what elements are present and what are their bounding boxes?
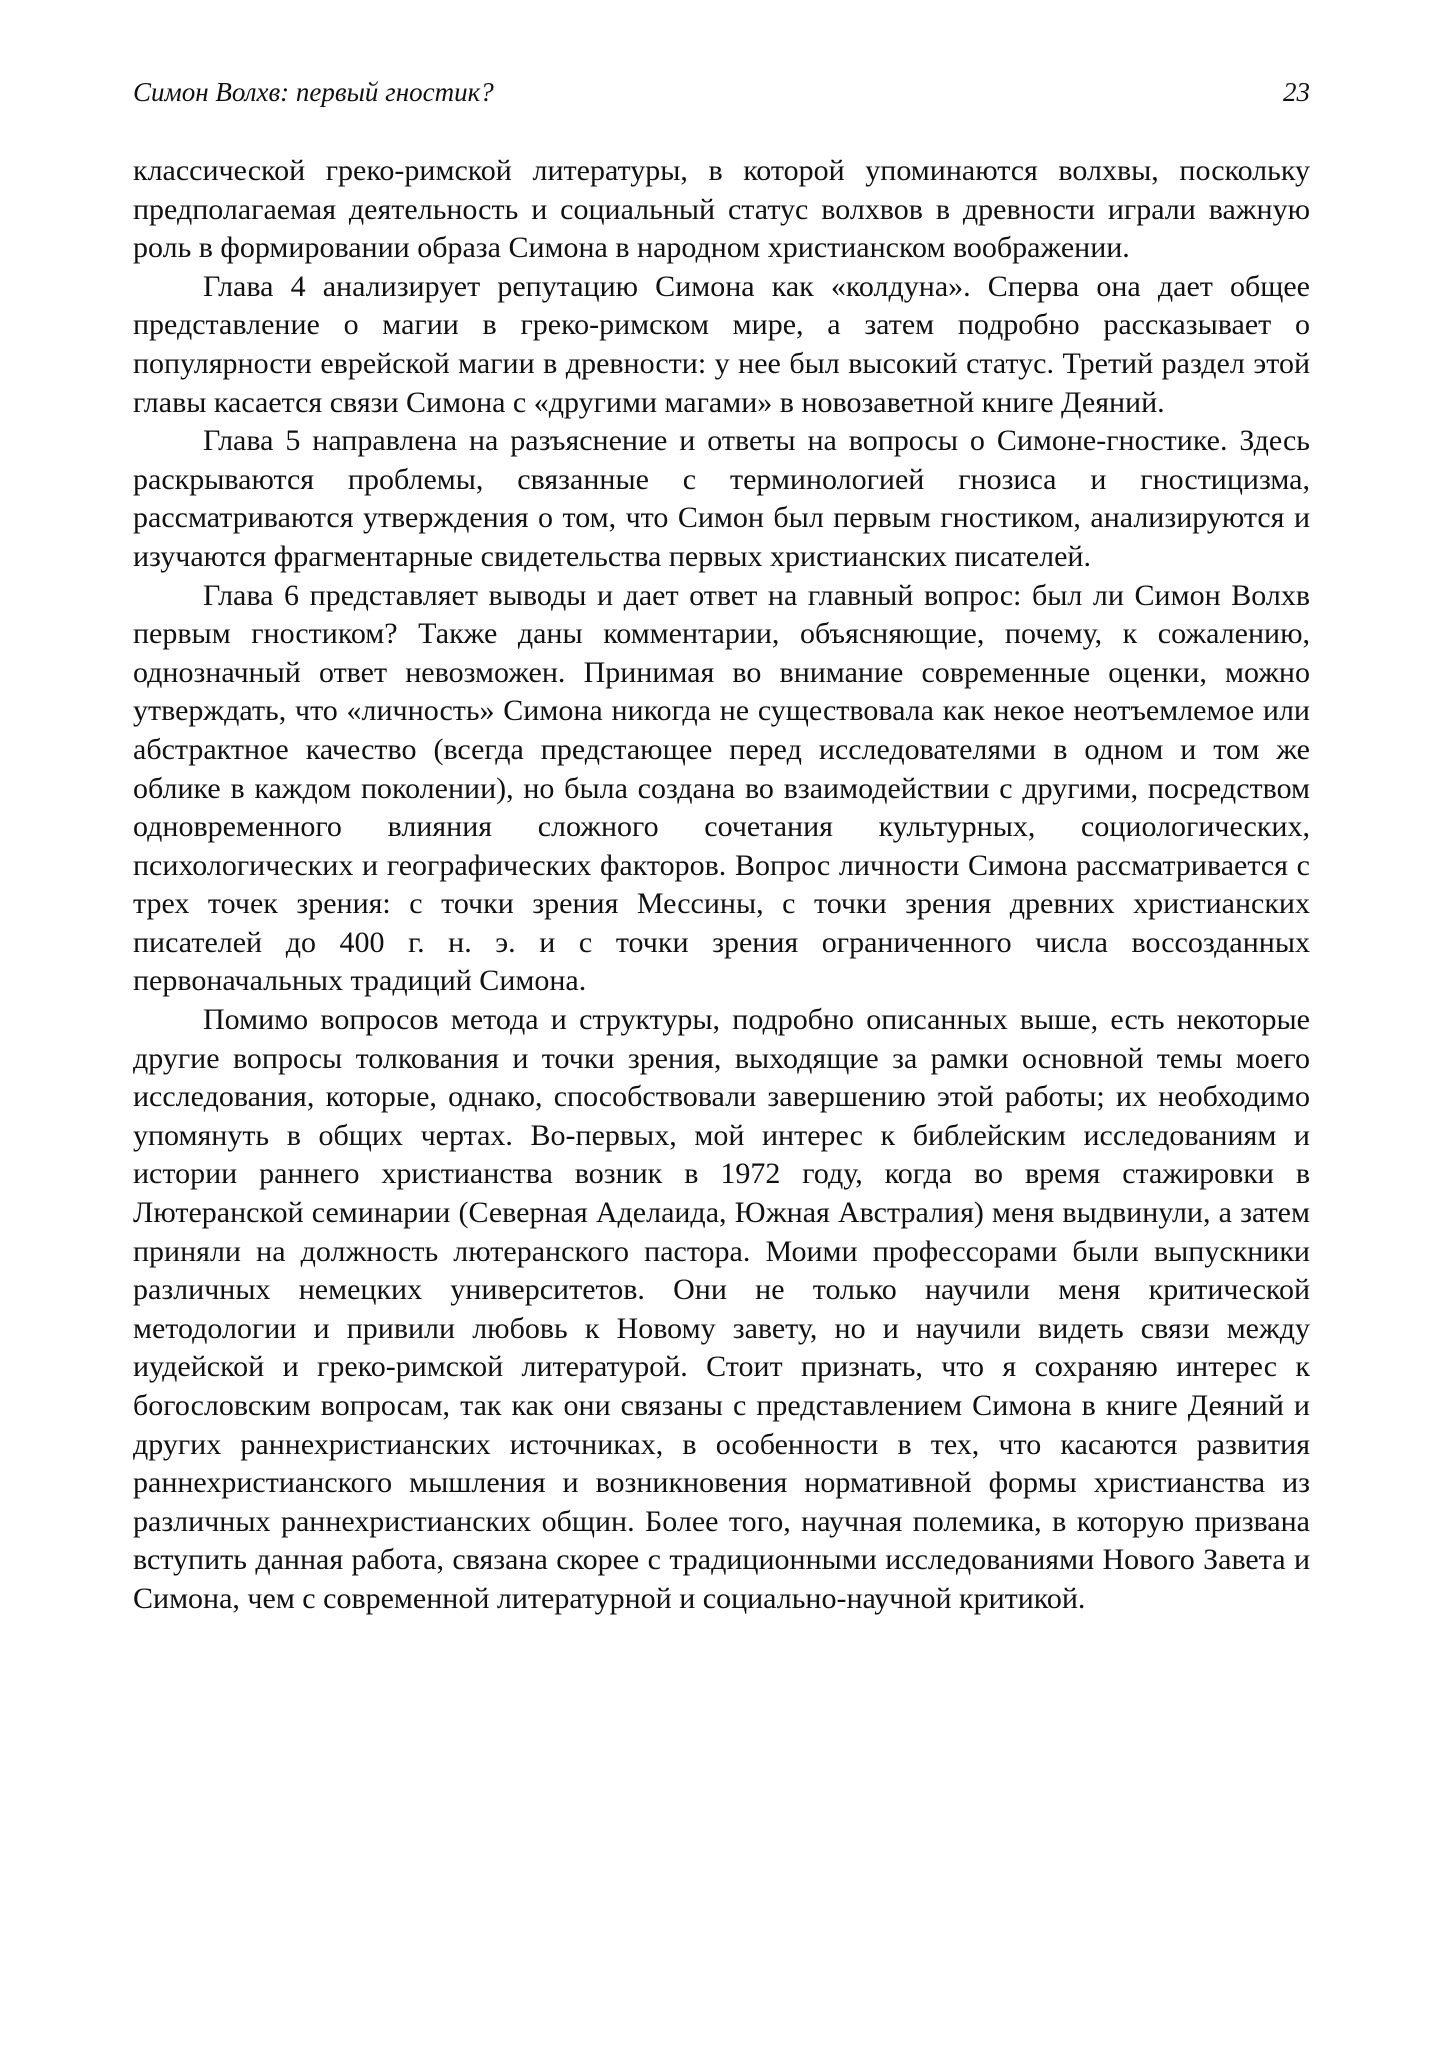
paragraph-chapter-5: Глава 5 направлена на разъяснение и ответы на вопросы о Симоне-гностике. Здесь раскрываются проблемы, связанные с терминологией гнозиса и гностицизма, рассматриваются утверждения о том, что Симон был первым гностиком, анализируются и изучаются фрагментарные свидетельства первых христианских писателей. — [133, 424, 1310, 573]
page-number: 23 — [1283, 77, 1310, 107]
body-text — [133, 152, 1310, 1619]
paragraph-chapter-4: Глава 4 анализирует репутацию Симона как «колдуна». Сперва она дает общее представление о магии в греко-римском мире, а затем подробно рассказывает о популярности еврейской магии в древности: у нее был высокий статус. Третий раздел этой главы касается связи Симона с «другими магами» в новозаветной книге Деяний. — [133, 269, 1310, 419]
paragraph-continued: классической греко-римской литературы, в которой упоминаются волхвы, поскольку предполагаемая деятельность и социальный статус волхвов в древности играли важную роль в формировании образа Симона в народном христианском воображении. — [133, 154, 1310, 265]
running-title: Симон Волхв: первый гностик? — [133, 77, 494, 107]
paragraph-method-and-structure: Помимо вопросов метода и структуры, подробно описанных выше, есть некоторые другие вопросы толкования и точки зрения, выходящие за рамки основной темы моего исследования, которые, однако, способствовали завершению этой работы; их необходимо упомянуть в общих чертах. Во-первых, мой интерес к библейским исследованиям и истории раннего христианства возник в 1972 году, когда во время стажировки в Лютеранской семинарии (Северная Аделаида, Южная Австралия) меня выдвинули, а затем приняли на должность лютеранского пастора. Моими профессорами были выпускники различных немецких университетов. Они не только научили меня критической методологии и привили любовь к Новому завету, но и научили видеть связи между иудейской и греко-римской литературой. Стоит признать, что я сохраняю интерес к богословским вопросам, так как они связаны с представлением Симона в книге Деяний и других раннехристианских источниках, в особенности в тех, что касаются развития раннехристианского мышления и возникновения нормативной формы христианства из различных раннехристианских общин. Более того, научная полемика, в которую призвана вступить данная работа, связана скорее с традиционными исследованиями Нового Завета и Симона, чем с современной литературной и социально-научной критикой. — [133, 1003, 1310, 1615]
paragraph-chapter-6: Глава 6 представляет выводы и дает ответ на главный вопрос: был ли Симон Волхв первым гностиком? Также даны комментарии, объясняющие, почему, к сожалению, однозначный ответ невозможен. Принимая во внимание современные оценки, можно утверждать, что «личность» Симона никогда не существовала как некое неотъемлемое или абстрактное качество (всегда предстающее перед исследователями в одном и том же облике в каждом поколении), но была создана во взаимодействии с другими, посредством одновременного влияния сложного сочетания культурных, социологических, психологических и географических факторов. Вопрос личности Симона рассматривается с трех точек зрения: с точки зрения Мессины, с точки зрения древних христианских писателей до 400 г. н. э. и с точки зрения ограниченного числа воссозданных первоначальных традиций Симона. — [133, 578, 1310, 998]
running-head — [133, 72, 1310, 112]
